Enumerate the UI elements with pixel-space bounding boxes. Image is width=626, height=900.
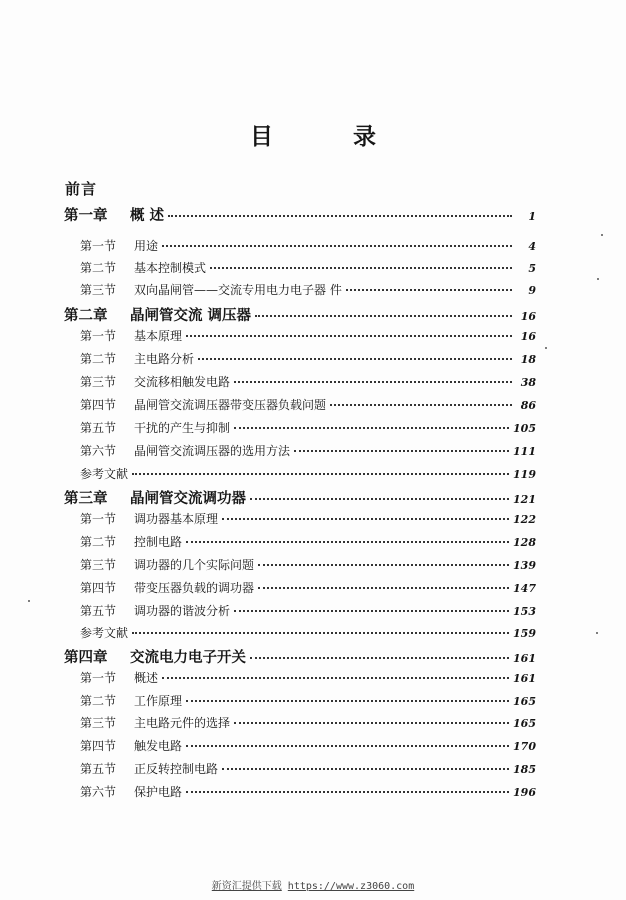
toc-entry-number: 第三节	[80, 375, 117, 389]
toc-page-number: 18	[520, 353, 536, 366]
dot-leader	[186, 700, 509, 702]
toc-entry-number: 第一章	[64, 207, 108, 224]
dot-leader	[330, 404, 512, 406]
toc-section-row[interactable]	[80, 737, 536, 754]
toc-entry-number: 第三章	[64, 490, 108, 507]
toc-entry-title: 晶闸管交流调功器	[130, 490, 246, 507]
toc-page-number: 161	[513, 652, 536, 665]
dot-leader	[258, 587, 509, 589]
scan-speck	[545, 347, 547, 349]
toc-entry-title: 双向晶闸管——交流专用电力电子器 件	[134, 283, 342, 297]
toc-page-number: 111	[513, 445, 536, 458]
toc-page-number: 38	[520, 376, 536, 389]
toc-page-number: 165	[513, 717, 536, 730]
toc-section-row[interactable]	[80, 237, 536, 254]
footer-url[interactable]: https://www.z3060.com	[287, 881, 415, 892]
toc-entry-title: 基本原理	[134, 329, 183, 343]
toc-entry-number: 第一节	[80, 239, 117, 253]
toc-section-row[interactable]	[80, 669, 536, 686]
dot-leader	[162, 677, 509, 679]
toc-page-number: 4	[528, 240, 536, 253]
toc-entry-title: 正反转控制电路	[134, 762, 219, 776]
toc-page-number: 139	[513, 559, 536, 572]
toc-section-row[interactable]	[80, 579, 536, 596]
toc-page-number: 5	[528, 262, 536, 275]
toc-chapter-row[interactable]	[64, 487, 536, 508]
toc-page-number: 196	[513, 786, 536, 799]
scan-speck	[601, 234, 603, 236]
toc-entry-title: 晶闸管交流调压器的选用方法	[134, 444, 291, 458]
toc-entry-title: 参考文献	[80, 467, 129, 481]
toc-page-number: 159	[513, 627, 536, 640]
toc-entry-number: 第二节	[80, 261, 117, 275]
toc-entry-title: 晶闸管交流 调压器	[130, 307, 252, 324]
dot-leader	[168, 215, 512, 217]
toc-entry-number: 第五节	[80, 604, 117, 618]
toc-entry-number: 第一节	[80, 671, 117, 685]
toc-entry-number: 第二节	[80, 352, 117, 366]
toc-page-number: 161	[513, 672, 536, 685]
scan-speck	[28, 600, 30, 602]
dot-leader	[234, 381, 512, 383]
toc-entry-title: 参考文献	[80, 626, 129, 640]
toc-page-number: 122	[513, 513, 536, 526]
toc-section-row[interactable]	[80, 327, 536, 344]
toc-entry-title: 主电路元件的选择	[134, 716, 231, 730]
toc-entry-number: 第六节	[80, 785, 117, 799]
dot-leader	[186, 745, 509, 747]
toc-entry-number: 第四章	[64, 649, 108, 666]
toc-entry-number: 第二章	[64, 307, 108, 324]
toc-ref-row[interactable]	[80, 465, 536, 482]
toc-page-number: 170	[513, 740, 536, 753]
toc-section-row[interactable]	[80, 760, 536, 777]
toc-section-row[interactable]	[80, 556, 536, 573]
toc-page-number: 153	[513, 605, 536, 618]
toc-entry-title: 调功器的几个实际问题	[134, 558, 255, 572]
toc-section-row[interactable]	[80, 281, 536, 298]
dot-leader	[250, 657, 509, 659]
toc-section-row[interactable]	[80, 419, 536, 436]
toc-entry-title: 交流移相触发电路	[134, 375, 231, 389]
toc-page-number: 185	[513, 763, 536, 776]
toc-page-number: 128	[513, 536, 536, 549]
dot-leader	[186, 335, 512, 337]
toc-entry-number: 第四节	[80, 739, 117, 753]
toc-page-number: 121	[513, 493, 536, 506]
toc-entry-number: 第三节	[80, 558, 117, 572]
toc-entry-title: 调功器基本原理	[134, 512, 219, 526]
toc-page-number: 165	[513, 695, 536, 708]
toc-entry-number: 第三节	[80, 283, 117, 297]
dot-leader	[294, 450, 509, 452]
scan-speck	[596, 632, 598, 634]
toc-section-row[interactable]	[80, 533, 536, 550]
toc-chapter-row[interactable]	[64, 646, 536, 667]
dot-leader	[132, 473, 509, 475]
toc-entry-number: 第六节	[80, 444, 117, 458]
page-title: 目 录	[249, 124, 412, 150]
toc-entry-number: 第四节	[80, 398, 117, 412]
download-footer	[0, 877, 626, 892]
toc-section-row[interactable]	[80, 350, 536, 367]
dot-leader	[222, 768, 509, 770]
dot-leader	[210, 267, 512, 269]
toc-entry-title: 用途	[134, 239, 159, 253]
dot-leader	[234, 427, 509, 429]
toc-entry-number: 第一节	[80, 512, 117, 526]
toc-entry-title: 保护电路	[134, 785, 183, 799]
toc-section-row[interactable]	[80, 259, 536, 276]
toc-entry-number: 第四节	[80, 581, 117, 595]
toc-page-number: 1	[528, 210, 536, 223]
dot-leader	[250, 498, 509, 500]
toc-section-row[interactable]	[80, 373, 536, 390]
toc-entry-title: 交流电力电子开关	[130, 649, 246, 666]
toc-section-row[interactable]	[80, 602, 536, 619]
toc-entry-title: 主电路分析	[134, 352, 195, 366]
toc-entry-title: 调功器的谐波分析	[134, 604, 231, 618]
toc-page-number: 16	[520, 330, 536, 343]
dot-leader	[255, 315, 512, 317]
toc-entry-number: 第五节	[80, 762, 117, 776]
scan-speck	[597, 278, 599, 280]
toc-entry-title: 带变压器负载的调功器	[134, 581, 255, 595]
toc-entry-number: 第一节	[80, 329, 117, 343]
toc-page-number: 86	[520, 399, 536, 412]
dot-leader	[186, 541, 509, 543]
dot-leader	[186, 791, 509, 793]
preface-heading: 前言	[65, 180, 98, 198]
toc-ref-row[interactable]	[80, 624, 536, 641]
toc-entry-title: 触发电路	[134, 739, 183, 753]
toc-entry-title: 基本控制模式	[134, 261, 207, 275]
dot-leader	[198, 358, 512, 360]
footer-source: 新资汇提供下载	[211, 881, 282, 892]
toc-entry-number: 第五节	[80, 421, 117, 435]
toc-entry-title: 晶闸管交流调压器带变压器负载问题	[134, 398, 327, 412]
dot-leader	[258, 564, 509, 566]
dot-leader	[234, 722, 509, 724]
toc-page-number: 147	[513, 582, 536, 595]
toc-page-number: 119	[513, 468, 536, 481]
toc-section-row[interactable]	[80, 396, 536, 413]
toc-section-row[interactable]	[80, 692, 536, 709]
toc-entry-title: 工作原理	[134, 694, 183, 708]
toc-section-row[interactable]	[80, 442, 536, 459]
toc-entry-title: 概 述	[130, 207, 165, 224]
toc-entry-number: 第三节	[80, 716, 117, 730]
toc-page-number: 16	[520, 310, 536, 323]
toc-entry-title: 控制电路	[134, 535, 183, 549]
toc-entry-number: 第二节	[80, 694, 117, 708]
dot-leader	[346, 289, 512, 291]
toc-page-number: 105	[513, 422, 536, 435]
toc-chapter-row[interactable]	[64, 304, 536, 325]
dot-leader	[222, 518, 509, 520]
dot-leader	[162, 245, 512, 247]
dot-leader	[132, 632, 509, 634]
toc-entry-title: 干扰的产生与抑制	[134, 421, 231, 435]
toc-section-row[interactable]	[80, 510, 536, 527]
toc-page-number: 9	[528, 284, 536, 297]
toc-section-row[interactable]	[80, 783, 536, 800]
toc-section-row[interactable]	[80, 714, 536, 731]
toc-chapter-row[interactable]	[64, 204, 536, 225]
toc-entry-number: 第二节	[80, 535, 117, 549]
toc-entry-title: 概述	[134, 671, 159, 685]
dot-leader	[234, 610, 509, 612]
